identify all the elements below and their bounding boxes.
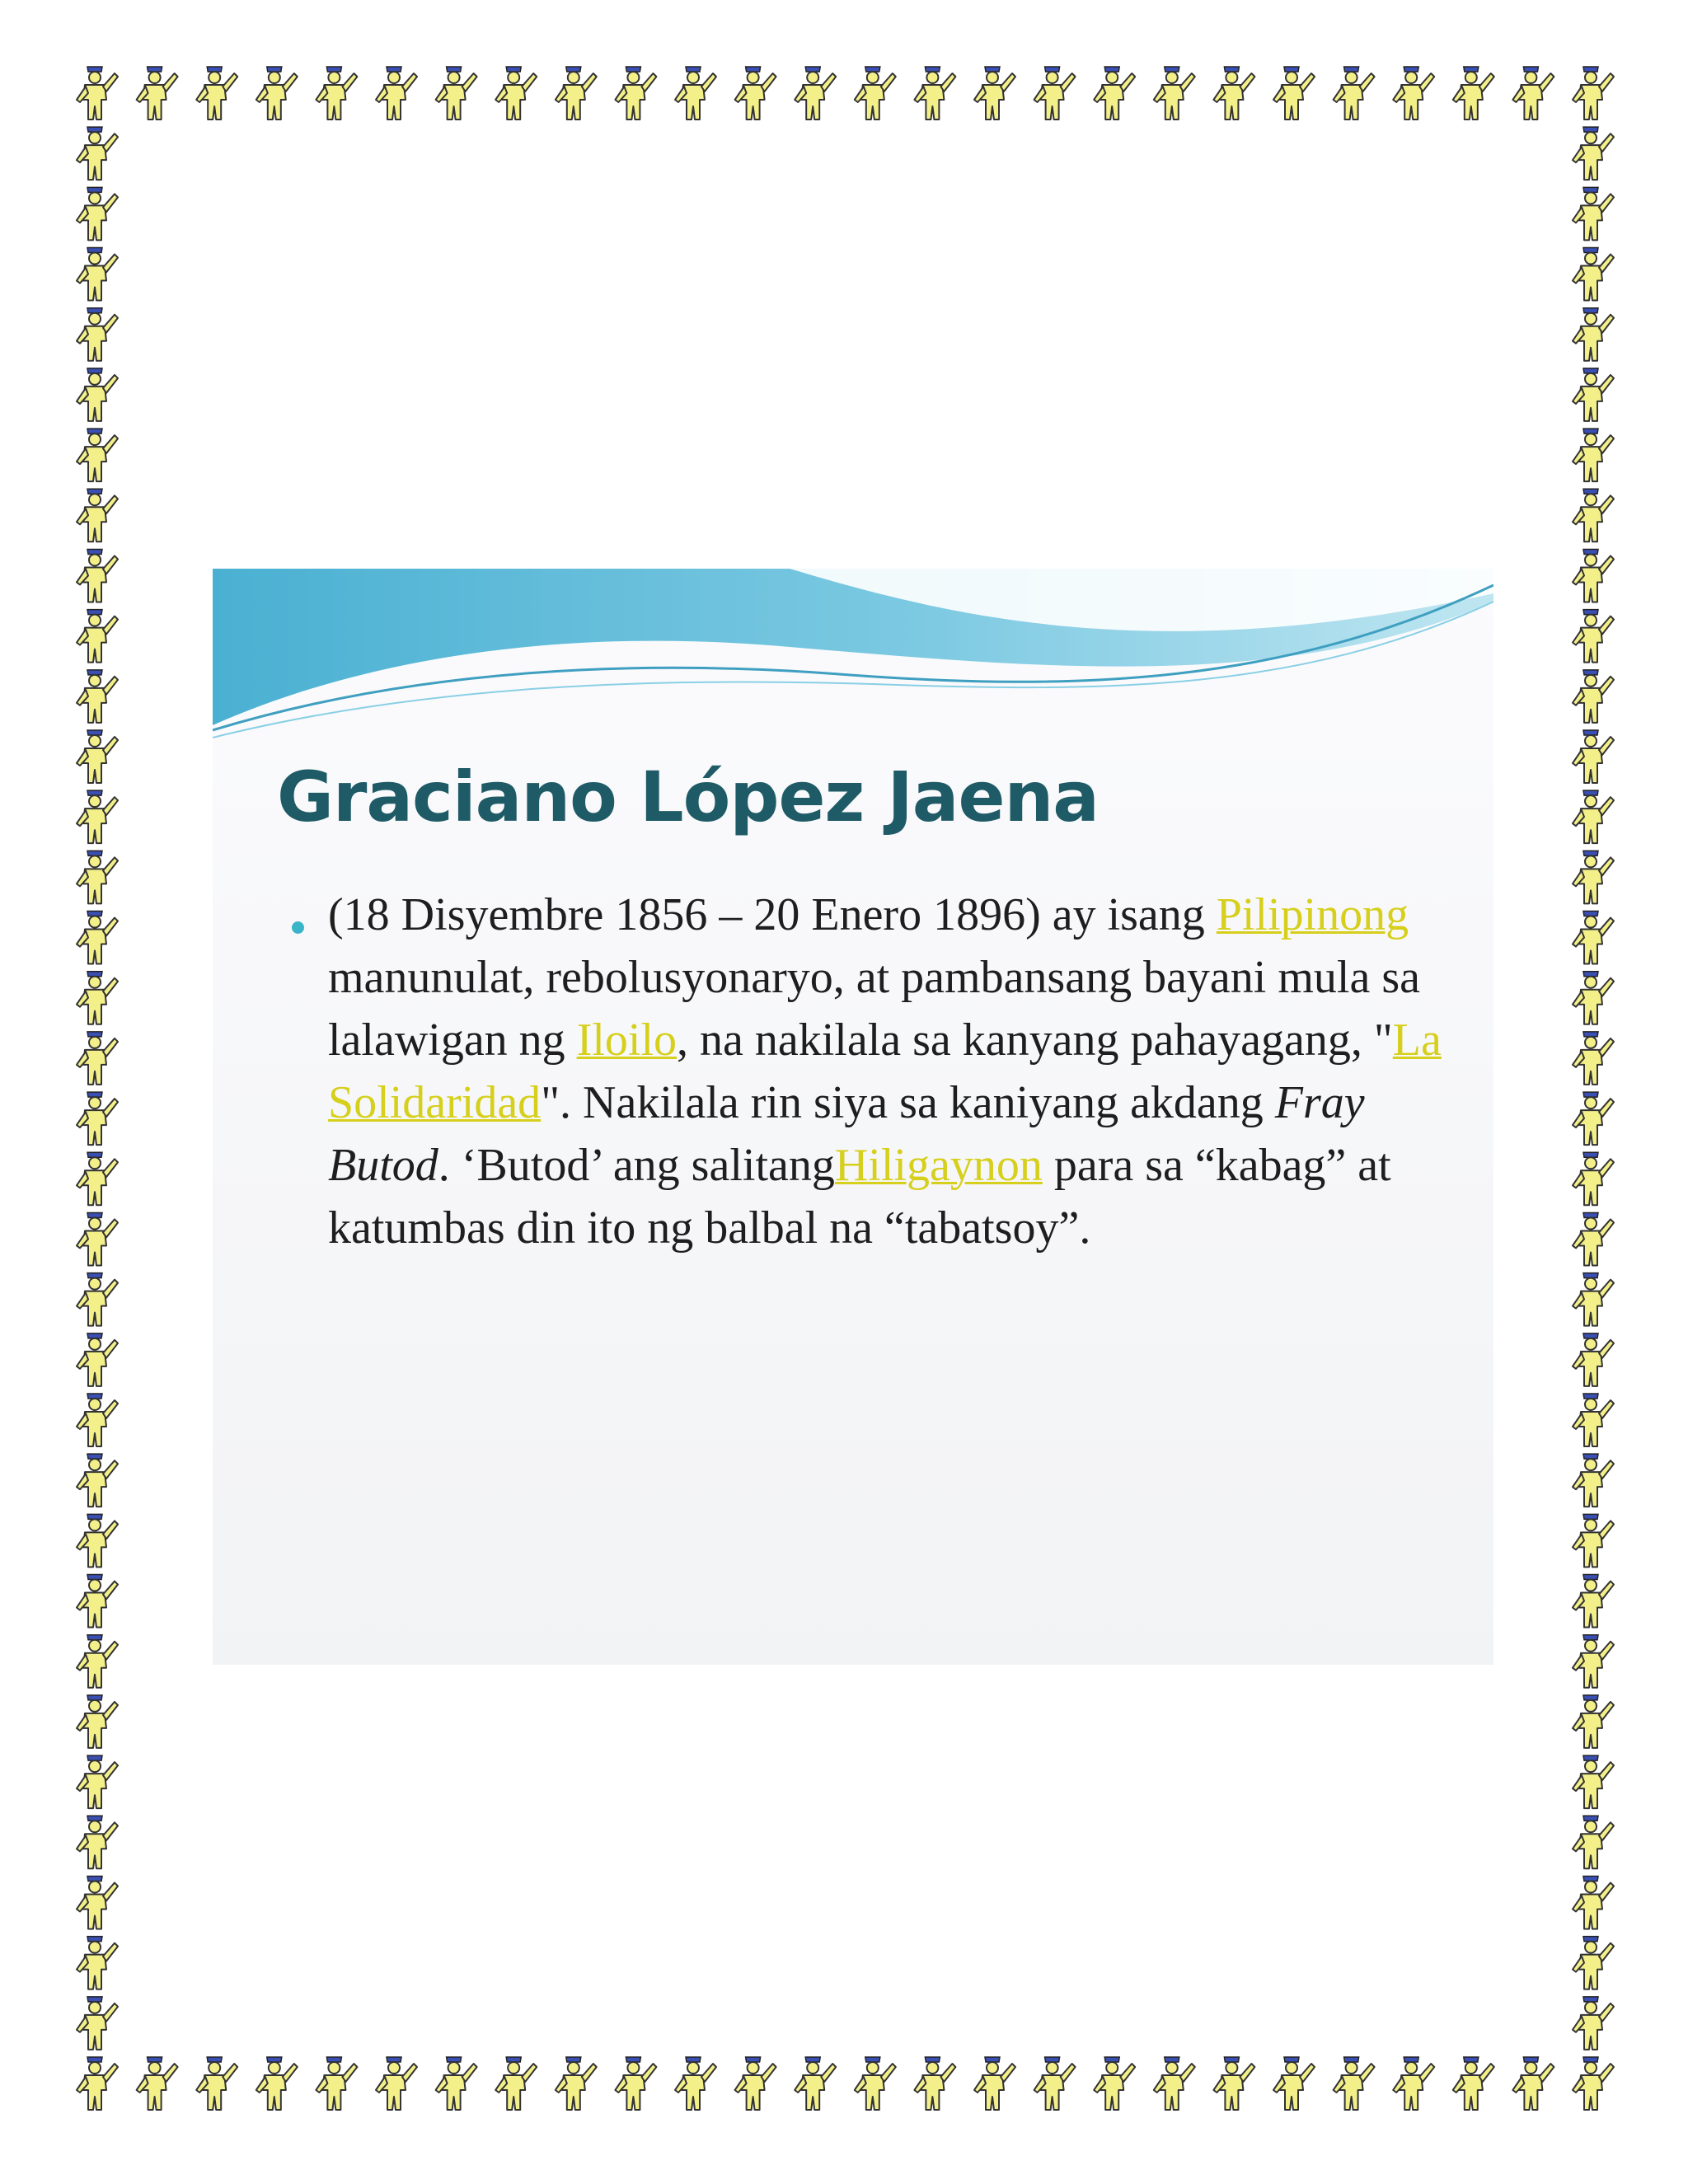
person-figure-icon [256, 2057, 298, 2110]
person-figure-icon [735, 2057, 776, 2110]
person-figure-icon [1573, 127, 1614, 180]
person-figure-icon [1573, 1333, 1614, 1386]
person-figure-icon [974, 67, 1015, 120]
person-figure-icon [914, 67, 955, 120]
person-figure-icon [77, 670, 118, 723]
person-figure-icon [1573, 1876, 1614, 1929]
person-figure-icon [316, 67, 357, 120]
bullet-paragraph [328, 883, 1449, 1259]
link-la-solidaridad[interactable]: La Solidaridad [328, 1015, 1442, 1128]
person-figure-icon [1334, 2057, 1375, 2110]
person-figure-icon [1573, 1273, 1614, 1326]
link-iloilo[interactable]: Iloilo [576, 1015, 678, 1066]
person-figure-icon [1573, 730, 1614, 783]
person-figure-icon [77, 308, 118, 361]
person-figure-icon [77, 1333, 118, 1386]
person-figure-icon [77, 1575, 118, 1628]
person-figure-icon [137, 2057, 178, 2110]
person-figure-icon [615, 2057, 656, 2110]
person-figure-icon [137, 67, 178, 120]
person-figure-icon [77, 1394, 118, 1446]
person-figure-icon [77, 248, 118, 301]
bullet-text-part: , na nakilala sa kanyang pahayagang, " [677, 1015, 1393, 1066]
person-figure-icon [1094, 67, 1135, 120]
person-figure-icon [1213, 67, 1254, 120]
person-figure-icon [675, 67, 716, 120]
person-figure-icon [1573, 1755, 1614, 1808]
link-hiligaynon[interactable]: Hiligaynon [834, 1140, 1043, 1191]
person-figure-icon [1573, 1394, 1614, 1446]
person-figure-icon [1573, 1997, 1614, 2050]
person-figure-icon [77, 1212, 118, 1265]
person-figure-icon [795, 67, 836, 120]
person-figure-icon [77, 1635, 118, 1688]
slide-title: Graciano López Jaena [277, 757, 1099, 837]
person-figure-icon [615, 67, 656, 120]
person-figure-icon [1573, 187, 1614, 240]
person-figure-icon [974, 2057, 1015, 2110]
person-figure-icon [77, 429, 118, 481]
person-figure-icon [1573, 1695, 1614, 1748]
person-figure-icon [1573, 429, 1614, 481]
person-figure-icon [77, 187, 118, 240]
person-figure-icon [1573, 1152, 1614, 1205]
person-figure-icon [1573, 368, 1614, 421]
person-figure-icon [1393, 2057, 1434, 2110]
bullet-text-part: ". Nakilala rin siya sa kaniyang akdang [541, 1077, 1275, 1128]
person-figure-icon [1573, 972, 1614, 1024]
person-figure-icon [1573, 2057, 1614, 2110]
slide-panel [213, 569, 1493, 1665]
person-figure-icon [77, 1816, 118, 1868]
person-figure-icon [1453, 67, 1494, 120]
person-figure-icon [77, 368, 118, 421]
person-figure-icon [77, 549, 118, 602]
person-figure-icon [316, 2057, 357, 2110]
person-figure-icon [77, 1695, 118, 1748]
person-figure-icon [1154, 2057, 1195, 2110]
person-figure-icon [77, 610, 118, 663]
book-title-fray-butod: Fray Butod [328, 1077, 1365, 1191]
person-figure-icon [77, 1937, 118, 1990]
person-figure-icon [675, 2057, 716, 2110]
person-figure-icon [77, 1454, 118, 1507]
bullet-text-part: (18 Disyembre 1856 – 20 Enero 1896) ay isang [328, 889, 1217, 940]
person-figure-icon [77, 790, 118, 843]
person-figure-icon [1573, 670, 1614, 723]
person-figure-icon [1573, 790, 1614, 843]
person-figure-icon [556, 2057, 597, 2110]
bullet-dot [292, 921, 304, 934]
person-figure-icon [436, 2057, 477, 2110]
bullet-text-part: manunulat, rebolusyonaryo, at pambansang bayani mula sa lalawigan ng [328, 952, 1420, 1066]
person-figure-icon [1273, 2057, 1315, 2110]
person-figure-icon [1573, 1816, 1614, 1868]
person-figure-icon [77, 2057, 118, 2110]
person-figure-icon [77, 912, 118, 964]
person-figure-icon [77, 1755, 118, 1808]
person-figure-icon [77, 730, 118, 783]
person-figure-icon [1573, 1092, 1614, 1145]
person-figure-icon [1573, 1575, 1614, 1628]
person-figure-icon [77, 1092, 118, 1145]
person-figure-icon [1273, 67, 1315, 120]
person-figure-icon [1393, 67, 1434, 120]
person-figure-icon [77, 1032, 118, 1085]
person-figure-icon [1094, 2057, 1135, 2110]
person-figure-icon [495, 2057, 537, 2110]
person-figure-icon [795, 2057, 836, 2110]
person-figure-icon [1573, 489, 1614, 541]
person-figure-icon [77, 489, 118, 541]
person-figure-icon [855, 67, 896, 120]
person-figure-icon [1573, 1212, 1614, 1265]
person-figure-icon [376, 2057, 417, 2110]
person-figure-icon [1573, 549, 1614, 602]
person-figure-icon [1573, 610, 1614, 663]
person-figure-icon [1213, 2057, 1254, 2110]
person-figure-icon [735, 67, 776, 120]
person-figure-icon [1512, 2057, 1554, 2110]
person-figure-icon [1573, 1937, 1614, 1990]
person-figure-icon [855, 2057, 896, 2110]
person-figure-icon [1573, 248, 1614, 301]
person-figure-icon [556, 67, 597, 120]
person-figure-icon [1573, 67, 1614, 120]
person-figure-icon [77, 127, 118, 180]
bullet-text-part: para sa “kabag” at katumbas din ito ng balbal na “tabatsoy”. [328, 1140, 1391, 1254]
person-figure-icon [196, 2057, 237, 2110]
person-figure-icon [1573, 1032, 1614, 1085]
person-figure-icon [376, 67, 417, 120]
person-figure-icon [1573, 1635, 1614, 1688]
person-figure-icon [1573, 1454, 1614, 1507]
person-figure-icon [1154, 67, 1195, 120]
person-figure-icon [77, 67, 118, 120]
person-figure-icon [1573, 912, 1614, 964]
person-figure-icon [1573, 1514, 1614, 1567]
person-figure-icon [914, 2057, 955, 2110]
person-figure-icon [1034, 67, 1076, 120]
person-figure-icon [1573, 308, 1614, 361]
person-figure-icon [495, 67, 537, 120]
person-figure-icon [77, 1152, 118, 1205]
person-figure-icon [77, 1997, 118, 2050]
person-figure-icon [77, 1273, 118, 1326]
person-figure-icon [1334, 67, 1375, 120]
person-figure-icon [77, 851, 118, 903]
bullet-text-part: . ‘Butod’ ang salitang [438, 1140, 835, 1191]
person-figure-icon [77, 1876, 118, 1929]
person-figure-icon [256, 67, 298, 120]
person-figure-icon [77, 1514, 118, 1567]
link-pilipinong[interactable]: Pilipinong [1216, 889, 1409, 940]
person-figure-icon [1512, 67, 1554, 120]
person-figure-icon [196, 67, 237, 120]
person-figure-icon [1453, 2057, 1494, 2110]
wave-header [213, 569, 1493, 742]
person-figure-icon [1573, 851, 1614, 903]
person-figure-icon [77, 972, 118, 1024]
person-figure-icon [1034, 2057, 1076, 2110]
person-figure-icon [436, 67, 477, 120]
